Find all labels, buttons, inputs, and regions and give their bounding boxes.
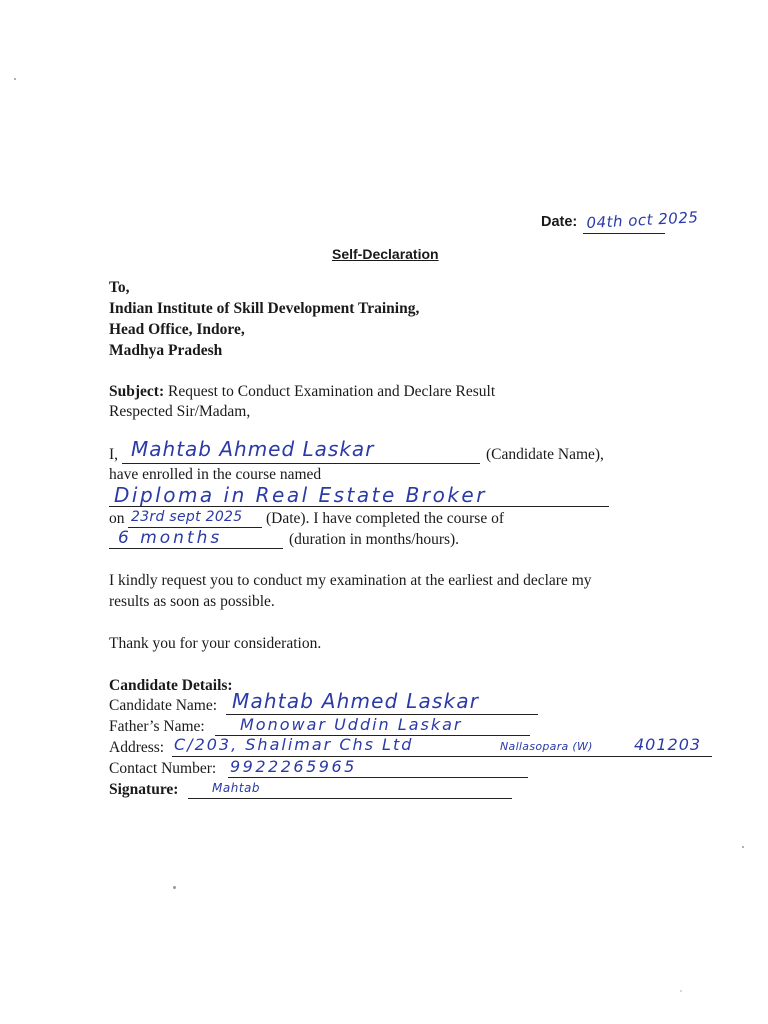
contact-number-handwritten: 9922265965 — [230, 757, 357, 776]
address-label: Address: — [109, 739, 165, 756]
declaration-prefix: I, — [109, 446, 119, 463]
recipient-line-3: Madhya Pradesh — [109, 342, 223, 359]
address-handwritten: C/203, Shalimar Chs Ltd — [174, 735, 414, 754]
enrolled-text: have enrolled in the course named — [109, 466, 322, 483]
course-handwritten: Diploma in Real Estate Broker — [114, 483, 487, 507]
signature-handwritten: Mahtab — [212, 781, 260, 795]
request-line-2: results as soon as possible. — [109, 593, 275, 610]
signature-label: Signature: — [109, 781, 179, 798]
candidate-name-label: Candidate Name: — [109, 697, 218, 714]
contact-number-label: Contact Number: — [109, 760, 217, 777]
contact-number-underline — [228, 777, 528, 778]
thanks-text: Thank you for your consideration. — [109, 635, 322, 652]
candidate-details-heading: Candidate Details: — [109, 677, 233, 694]
candidate-name-suffix: (Candidate Name), — [486, 446, 604, 463]
subject-line — [109, 383, 495, 401]
recipient-to: To, — [109, 279, 130, 296]
recipient-line-1: Indian Institute of Skill Development Training, — [109, 300, 420, 317]
course-date-suffix: (Date). I have completed the course of — [266, 510, 504, 527]
salutation: Respected Sir/Madam, — [109, 403, 251, 420]
scan-speck — [680, 990, 682, 992]
subject-text: Request to Conduct Examination and Declare Result — [167, 383, 496, 400]
date-label: Date: — [541, 214, 578, 230]
course-date-handwritten: 23rd sept 2025 — [131, 509, 243, 525]
on-label: on — [109, 510, 125, 527]
candidate-name-field-handwritten: Mahtab Ahmed Laskar — [232, 689, 480, 713]
date-handwritten-value: 04th oct 2025 — [586, 208, 699, 232]
request-line-1: I kindly request you to conduct my examination at the earliest and declare my — [109, 572, 592, 589]
scan-speck — [173, 886, 176, 889]
father-name-label: Father’s Name: — [109, 718, 205, 735]
duration-suffix: (duration in months/hours). — [289, 531, 460, 548]
scan-speck — [14, 78, 16, 80]
duration-underline — [109, 548, 283, 549]
address-handwritten-pin: 401203 — [634, 735, 702, 754]
signature-underline — [188, 798, 512, 799]
candidate-name-underline — [122, 463, 480, 464]
address-handwritten-locality: Nallasopara (W) — [500, 740, 593, 753]
father-name-handwritten: Monowar Uddin Laskar — [240, 715, 463, 734]
document-title: Self-Declaration — [332, 246, 439, 262]
duration-handwritten: 6 months — [118, 528, 223, 548]
date-underline — [583, 233, 665, 234]
subject-label: Subject: — [109, 383, 165, 400]
candidate-name-handwritten: Mahtab Ahmed Laskar — [131, 437, 375, 461]
recipient-line-2: Head Office, Indore, — [109, 321, 245, 338]
scan-speck — [742, 846, 744, 848]
